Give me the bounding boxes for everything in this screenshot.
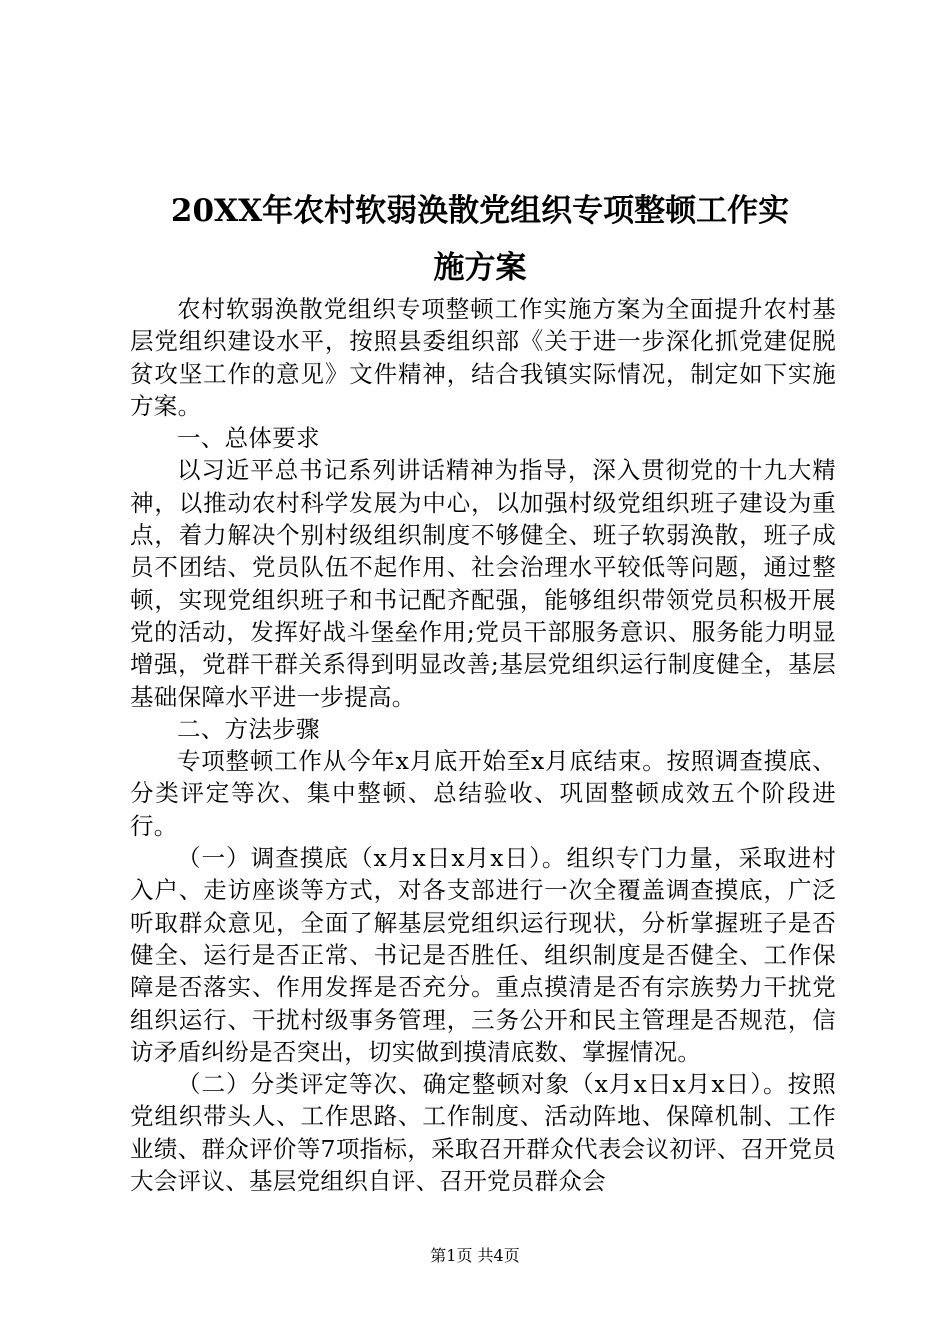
document-body bbox=[130, 293, 836, 1197]
step-two-paragraph: （二）分类评定等次、确定整顿对象（x月x日x月x日）。按照党组织带头人、工作思路、工作制度、活动阵地、保障机制、工作业绩、群众评价等7项指标，采取召开群众代表会议初评、召开党员大会评议、基层党组织自评、召开党员群众会 bbox=[130, 1070, 836, 1196]
section-heading-general-requirements: 一、总体要求 bbox=[177, 424, 320, 453]
document-title-line-2: 施方案 bbox=[433, 250, 527, 286]
intro-paragraph: 农村软弱涣散党组织专项整顿工作实施方案为全面提升农村基层党组织建设水平，按照县委组织部《关于进一步深化抓党建促脱贫攻坚工作的意见》文件精神，结合我镇实际情况，制定如下实施方案。 bbox=[130, 295, 836, 420]
step-one-paragraph: （一）调查摸底（x月x日x月x日）。组织专门力量，采取进村入户、走访座谈等方式，对各支部进行一次全覆盖调查摸底，广泛听取群众意见，全面了解基层党组织运行现状，分析掌握班子是否健全、运行是否正常、书记是否胜任、组织制度是否健全、工作保障是否落实、作用发挥是否充分。重点摸清是否有宗族势力干扰党组织运行、干扰村级事务管理，三务公开和民主管理是否规范，信访矛盾纠纷是否突出，切实做到摸清底数、掌握情况。 bbox=[130, 844, 836, 1066]
page-footer: 第1页 共4页 bbox=[430, 1246, 520, 1265]
method-steps-paragraph: 专项整顿工作从今年x月底开始至x月底结束。按照调查摸底、分类评定等次、集中整顿、总结验收、巩固整顿成效五个阶段进行。 bbox=[130, 747, 836, 840]
section-heading-method-steps: 二、方法步骤 bbox=[177, 714, 320, 743]
general-requirements-paragraph: 以习近平总书记系列讲话精神为指导，深入贯彻党的十九大精神，以推动农村科学发展为中心，以加强村级党组织班子建设为重点，着力解决个别村级组织制度不够健全、班子软弱涣散，班子成员不团结、党员队伍不起作用、社会治理水平较低等问题，通过整顿，实现党组织班子和书记配齐配强，能够组织带领党员积极开展党的活动，发挥好战斗堡垒作用;党员干部服务意识、服务能力明显增强，党群干群关系得到明显改善;基层党组织运行制度健全，基层基础保障水平进一步提高。 bbox=[130, 456, 836, 711]
document-title-line-1: 20XX年农村软弱涣散党组织专项整顿工作实 bbox=[170, 193, 790, 229]
